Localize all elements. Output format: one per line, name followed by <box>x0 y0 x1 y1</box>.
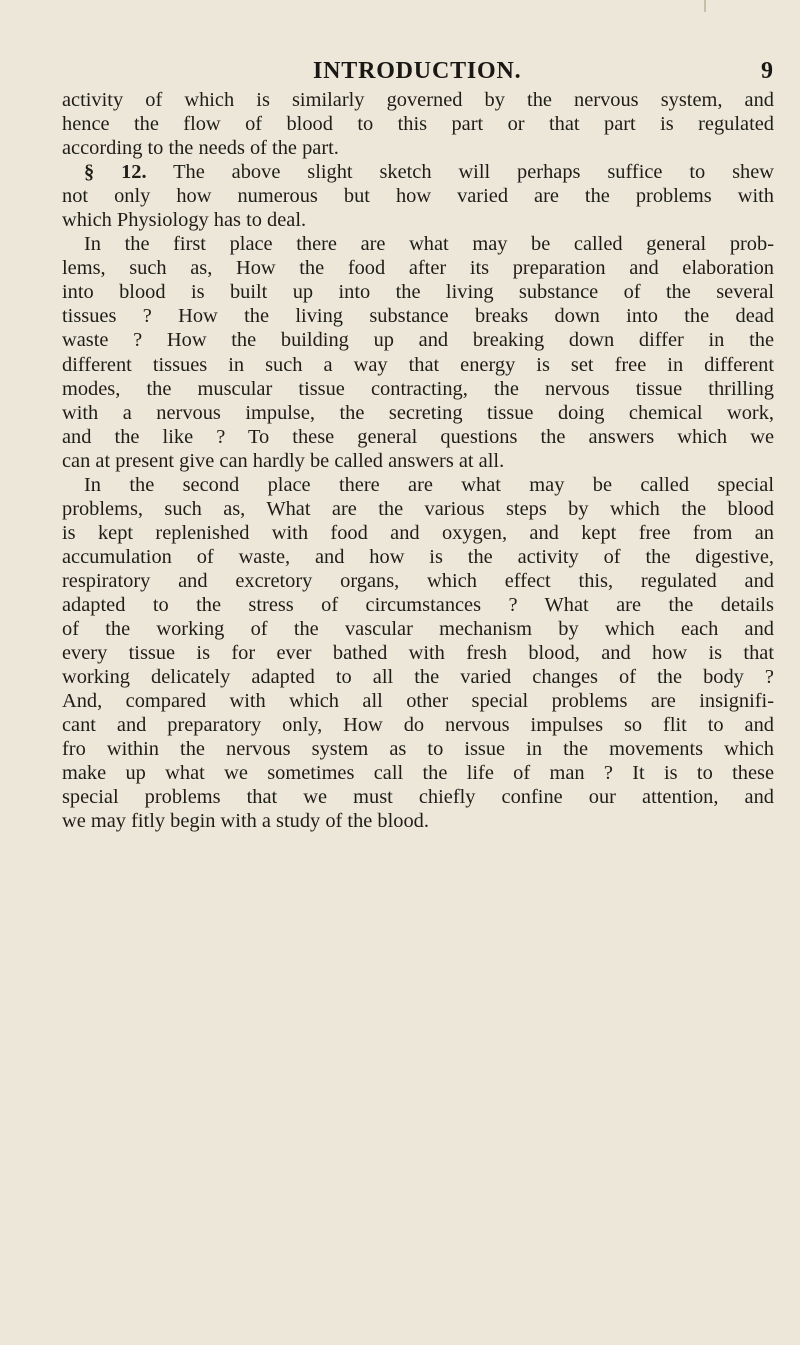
text-line: And, compared with which all other special problems are insignifi- <box>62 690 774 713</box>
text-line: every tissue is for ever bathed with fresh blood, and how is that <box>62 642 774 665</box>
text-line: and the like ? To these general questions the answers which we <box>62 425 774 448</box>
text-line: waste ? How the building up and breaking down differ in the <box>62 329 774 352</box>
text-line: working delicately adapted to all the varied changes of the body ? <box>62 666 774 689</box>
text-line: respiratory and excretory organs, which effect this, regulated and <box>62 569 774 592</box>
text-line: fro within the nervous system as to issue in the movements which <box>62 738 774 761</box>
text-line: we may fitly begin with a study of the blood. <box>62 810 429 833</box>
running-head: INTRODUCTION. <box>313 58 522 84</box>
text-line: with a nervous impulse, the secreting tissue doing chemical work, <box>62 401 774 424</box>
text-line: adapted to the stress of circumstances ? What are the details <box>62 593 774 616</box>
text-segment: The above slight sketch will perhaps suffice to shew <box>146 161 774 184</box>
text-line: of the working of the vascular mechanism by which each and <box>62 618 774 641</box>
scan-artifact-mark <box>704 0 706 12</box>
text-line: according to the needs of the part. <box>62 137 339 160</box>
body-text <box>62 88 774 833</box>
section-12-first-line <box>62 160 774 184</box>
text-line: which Physiology has to deal. <box>62 209 307 232</box>
text-line: make up what we sometimes call the life of man ? It is to these <box>62 762 774 785</box>
text-line: different tissues in such a way that energy is set free in different <box>62 353 774 376</box>
text-line: can at present give can hardly be called answers at all. <box>62 449 505 472</box>
text-line: is kept replenished with food and oxygen, and kept free from an <box>62 521 774 544</box>
text-line: accumulation of waste, and how is the activity of the digestive, <box>62 545 774 568</box>
text-line: problems, such as, What are the various steps by which the blood <box>62 497 774 520</box>
text-line: In the first place there are what may be called general prob- <box>84 233 774 256</box>
text-line: tissues ? How the living substance breaks down into the dead <box>62 305 774 328</box>
text-line: modes, the muscular tissue contracting, the nervous tissue thrilling <box>62 377 774 400</box>
text-line: not only how numerous but how varied are the problems with <box>62 185 774 208</box>
section-number: § 12. <box>84 161 147 184</box>
text-line: hence the flow of blood to this part or that part is regulated <box>62 113 774 136</box>
page-header <box>313 58 773 88</box>
text-line: In the second place there are what may be called special <box>84 473 774 496</box>
text-line: activity of which is similarly governed by the nervous system, and <box>62 89 774 111</box>
page-number: 9 <box>761 58 773 84</box>
text-line: lems, such as, How the food after its preparation and elaboration <box>62 257 774 280</box>
text-line: special problems that we must chiefly confine our attention, and <box>62 786 774 809</box>
text-line: into blood is built up into the living substance of the several <box>62 281 774 304</box>
text-line: cant and preparatory only, How do nervous impulses so flit to and <box>62 714 774 737</box>
